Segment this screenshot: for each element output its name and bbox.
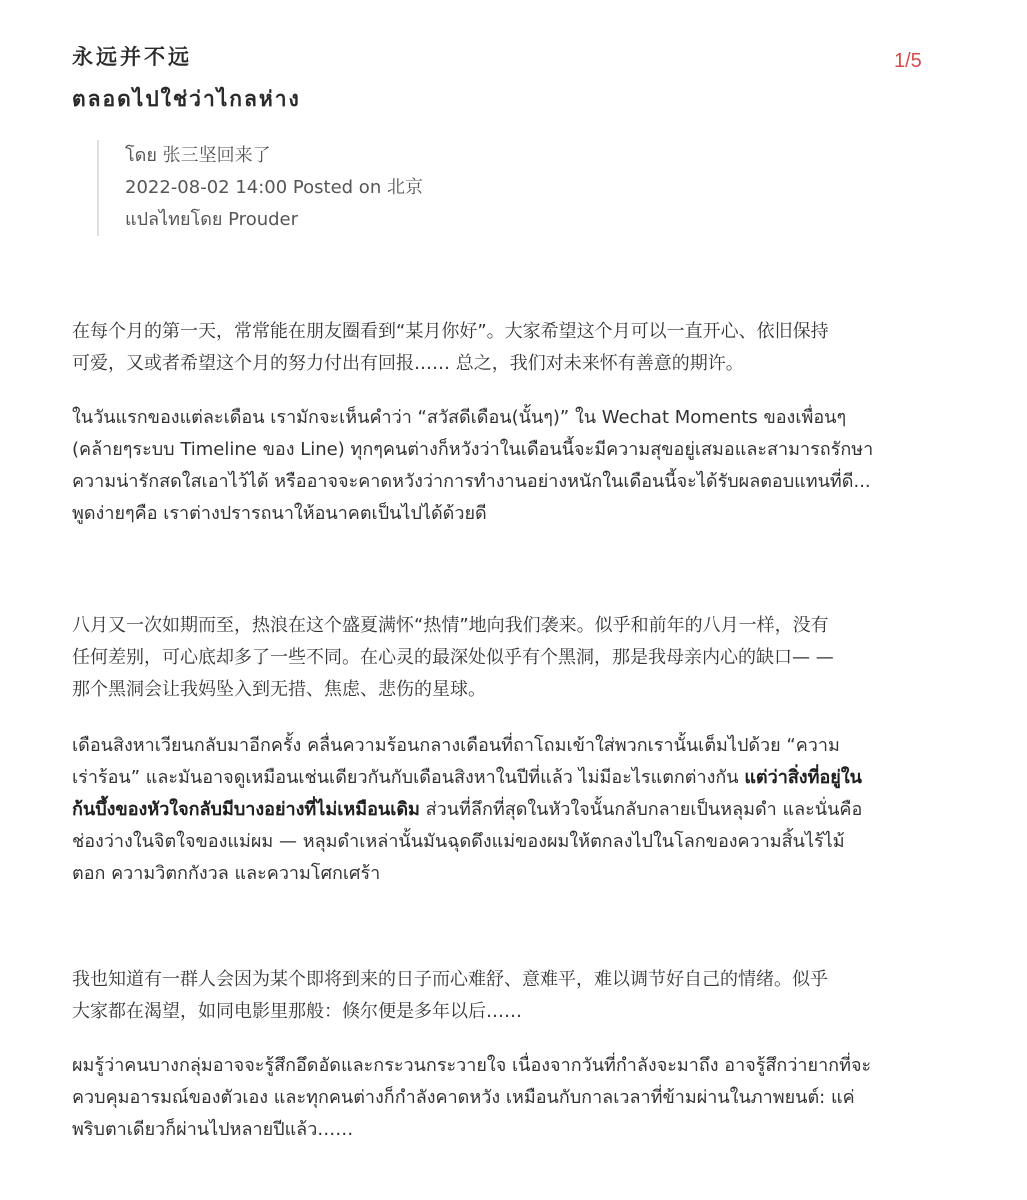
bold-text: แต่ว่าสิ่งที่อยู่ใน — [744, 767, 862, 788]
page-indicator: 1/5 — [894, 50, 922, 72]
paragraph-zh-2 — [72, 610, 972, 706]
text-line: 可爱，又或者希望这个月的努力付出有回报…… 总之，我们对未来怀有善意的期许。 — [72, 353, 744, 374]
translator-line: แปลไทยโดย Prouder — [125, 209, 299, 230]
text-line: พริบตาเดียวก็ผ่านไปหลายปีแล้ว…… — [72, 1119, 354, 1140]
text-segment: ส่วนที่ลึกที่สุดในหัวใจนั้นกลับกลายเป็นหลุมดำ และนั่นคือ — [419, 799, 863, 820]
text-line: เดือนสิงหาเวียนกลับมาอีกครั้ง คลื่นความร้อนกลางเดือนที่ถาโถมเข้าใส่พวกเรานั้นเต็มไปด้วย “ความ — [72, 735, 840, 756]
title-thai: ตลอดไปใช่ว่าไกลห่าง — [72, 87, 301, 111]
title-chinese: 永远并不远 — [72, 45, 192, 69]
text-line: ในวันแรกของแต่ละเดือน เรามักจะเห็นคำว่า “สวัสดีเดือน(นั้นๆ)” ใน Wechat Moments ของเพื่อนๆ — [72, 407, 847, 428]
bold-text: ก้นบึ้งของหัวใจกลับมีบางอย่างที่ไม่เหมือนเดิม — [72, 799, 420, 820]
text-line — [72, 794, 972, 826]
posted-line: 2022-08-02 14:00 Posted on 北京 — [125, 177, 423, 198]
text-line: 八月又一次如期而至，热浪在这个盛夏满怀“热情”地向我们袭来。似乎和前年的八月一样，没有 — [72, 615, 829, 636]
text-line: 任何差别，可心底却多了一些不同。在心灵的最深处似乎有个黑洞，那是我母亲内心的缺口— — — [72, 647, 834, 668]
article-header — [72, 42, 301, 114]
text-line: ตอก ความวิตกกังวล และความโศกเศร้า — [72, 863, 381, 884]
text-line: ควบคุมอารมณ์ของตัวเอง และทุกคนต่างก็กำลังคาดหวัง เหมือนกับกาลเวลาที่ข้ามผ่านในภาพยนต์: แค่ — [72, 1087, 855, 1108]
text-line: 在每个月的第一天，常常能在朋友圈看到“某月你好”。大家希望这个月可以一直开心、依旧保持 — [72, 321, 829, 342]
text-line: พูดง่ายๆคือ เราต่างปรารถนาให้อนาคตเป็นไปได้ด้วยดี — [72, 503, 487, 524]
text-line — [72, 762, 972, 794]
text-line: ผมรู้ว่าคนบางกลุ่มอาจจะรู้สึกอึดอัดและกระวนกระวายใจ เนื่องจากวันที่กำลังจะมาถึง อาจรู้สึกว่ายากที่จะ — [72, 1055, 872, 1076]
text-line: ความน่ารักสดใสเอาไว้ได้ หรืออาจจะคาดหวังว่าการทำงานอย่างหนักในเดือนนี้จะได้รับผลตอบแทนที่ดี... — [72, 471, 871, 492]
text-segment: เร่าร้อน” และมันอาจดูเหมือนเช่นเดียวกันกับเดือนสิงหาในปีที่แล้ว ไม่มีอะไรแตกต่างกัน — [72, 767, 745, 788]
text-line: 我也知道有一群人会因为某个即将到来的日子而心难舒、意难平，难以调节好自己的情绪。似乎 — [72, 969, 828, 990]
article-meta — [97, 140, 545, 236]
text-line: 大家都在渴望，如同电影里那般：倏尔便是多年以后…… — [72, 1001, 522, 1022]
paragraph-zh-3 — [72, 964, 972, 1028]
paragraph-zh-1 — [72, 316, 972, 380]
text-line: ช่องว่างในจิตใจของแม่ผม — หลุมดำเหล่านั้นมันฉุดดึงแม่ของผมให้ตกลงไปในโลกของความสิ้นไร้ไม้ — [72, 831, 845, 852]
paragraph-th-2 — [72, 730, 972, 890]
paragraph-th-1 — [72, 402, 972, 530]
text-line: 那个黑洞会让我妈坠入到无措、焦虑、悲伤的星球。 — [72, 679, 486, 700]
paragraph-th-3 — [72, 1050, 972, 1146]
text-line: (คล้ายๆระบบ Timeline ของ Line) ทุกๆคนต่างก็หวังว่าในเดือนนี้จะมีความสุขอยู่เสมอและสามารถรักษา — [72, 439, 874, 460]
author-line: โดย 张三坚回来了 — [125, 145, 271, 166]
